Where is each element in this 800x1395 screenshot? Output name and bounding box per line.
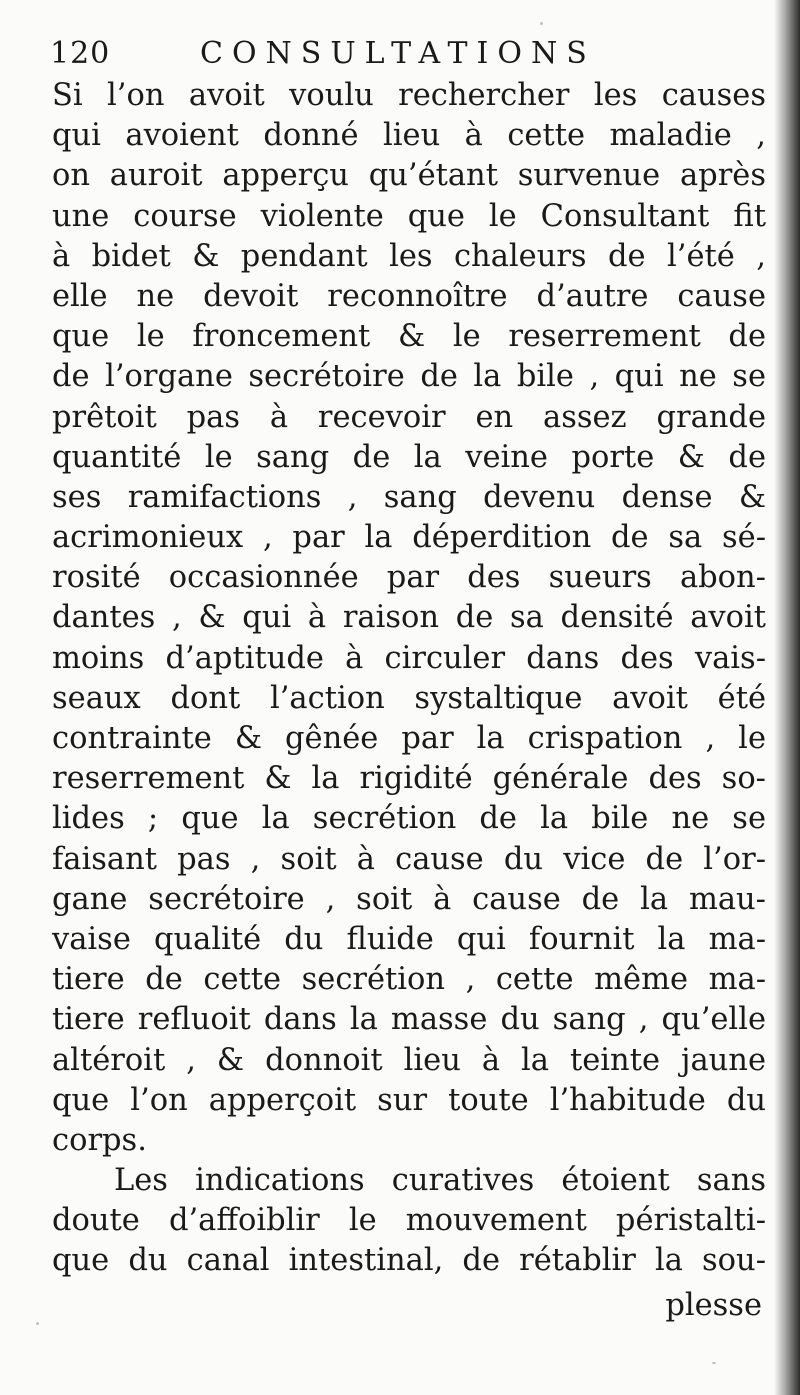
page-header <box>50 34 750 74</box>
text-line: faisant pas , soit à cause du vice de l’or- <box>52 841 766 877</box>
text-line: elle ne devoit reconnoître d’autre cause <box>52 278 766 314</box>
text-line: Si l’on avoit voulu rechercher les causes <box>52 78 766 113</box>
text-line: altéroit , & donnoit lieu à la teinte jaune <box>52 1042 766 1078</box>
text-line: lides ; que la secrétion de la bile ne se <box>52 801 766 837</box>
text-line: à bidet & pendant les chaleurs de l’été , <box>52 238 766 274</box>
text-line: quantité le sang de la veine porte & de <box>52 439 766 475</box>
paper-speck <box>540 22 543 25</box>
page-edge-shadow <box>774 0 800 1395</box>
text-line: ses ramifactions , sang devenu dense & <box>52 479 766 515</box>
text-line: gane secrétoire , soit à cause de la mau- <box>52 881 766 917</box>
text-line: reserrement & la rigidité générale des so- <box>52 761 766 797</box>
text-line: tiere refluoit dans la masse du sang , qu’elle <box>52 1002 766 1038</box>
text-line: de l’organe secrétoire de la bile , qui ne se <box>52 359 766 395</box>
text-line: tiere de cette secrétion , cette même ma- <box>52 962 766 998</box>
text-line: doute d’affoiblir le mouvement péristalti- <box>52 1203 766 1239</box>
text-line: seaux dont l’action systaltique avoit été <box>52 680 766 716</box>
text-line: que l’on apperçoit sur toute l’habitude du <box>52 1082 766 1118</box>
text-line: que le froncement & le reserrement de <box>52 319 766 355</box>
page-number: 120 <box>50 36 111 71</box>
catchword: plesse <box>665 1288 762 1323</box>
text-line: vaise qualité du fluide qui fournit la ma- <box>52 921 766 957</box>
paragraph-first-line: Les indications curatives étoient sans <box>114 1163 766 1199</box>
text-line: dantes , & qui à raison de sa densité avoit <box>52 600 766 636</box>
text-line: acrimonieux , par la déperdition de sa sé- <box>52 520 766 556</box>
text-line: prêtoit pas à recevoir en assez grande <box>52 399 766 435</box>
text-line: corps. <box>52 1122 147 1158</box>
paper-speck <box>36 1322 39 1325</box>
body-text <box>52 76 766 1282</box>
text-line: une course violente que le Consultant fit <box>52 198 766 234</box>
text-line: rosité occasionnée par des sueurs abon- <box>52 560 766 596</box>
text-line: que du canal intestinal, de rétablir la sou- <box>52 1243 766 1279</box>
paper-speck <box>712 1362 716 1364</box>
running-title: CONSULTATIONS <box>200 36 596 71</box>
text-line: on auroit apperçu qu’étant survenue après <box>52 158 766 194</box>
text-line: qui avoient donné lieu à cette maladie , <box>52 118 766 154</box>
text-line: moins d’aptitude à circuler dans des vais- <box>52 640 766 676</box>
text-line: contrainte & gênée par la crispation , le <box>52 721 766 756</box>
